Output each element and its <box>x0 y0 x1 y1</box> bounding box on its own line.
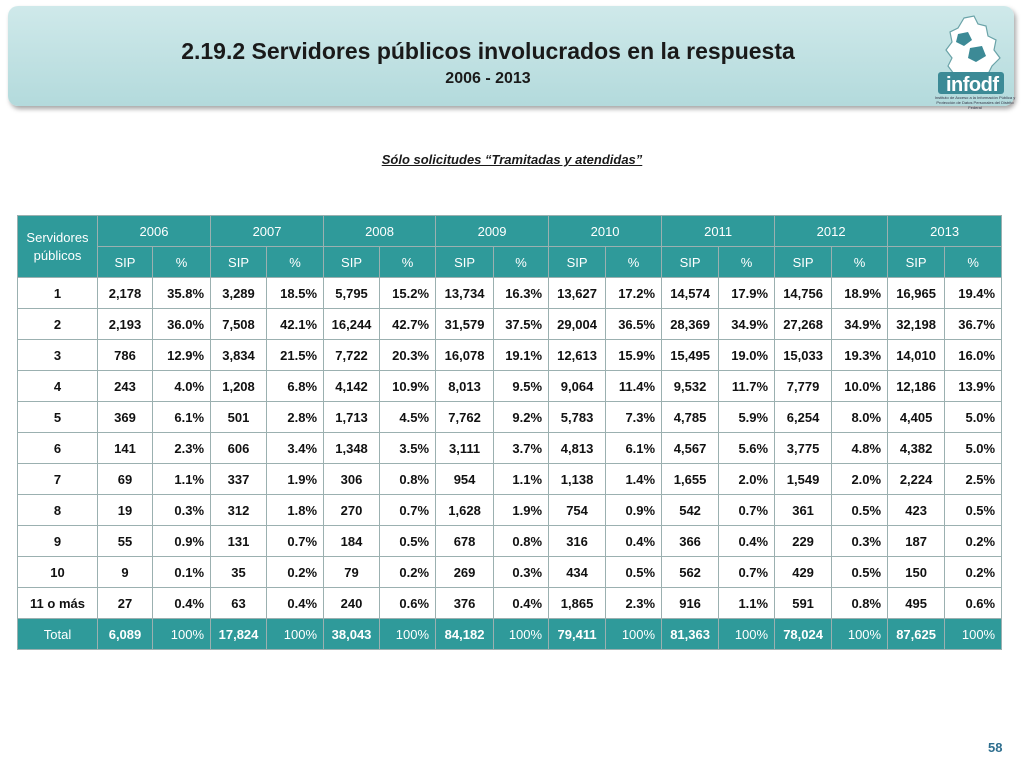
sip-header: SIP <box>98 247 153 278</box>
percent-cell: 36.7% <box>945 309 1002 340</box>
percent-cell: 0.7% <box>719 557 775 588</box>
sip-cell: 79 <box>324 557 380 588</box>
page-subtitle: 2006 - 2013 <box>445 70 531 87</box>
percent-cell: 5.0% <box>945 433 1002 464</box>
percent-cell: 0.9% <box>153 526 211 557</box>
percent-cell: 9.5% <box>494 371 549 402</box>
percent-cell: 100% <box>606 619 662 650</box>
sip-cell: 8,013 <box>436 371 494 402</box>
percent-cell: 0.6% <box>945 588 1002 619</box>
percent-cell: 100% <box>945 619 1002 650</box>
sip-cell: 316 <box>549 526 606 557</box>
row-label: 2 <box>18 309 98 340</box>
percent-cell: 15.9% <box>606 340 662 371</box>
percent-cell: 21.5% <box>267 340 324 371</box>
table-row <box>18 340 1002 371</box>
percent-cell: 1.4% <box>606 464 662 495</box>
servidores-table <box>17 215 1002 650</box>
percent-header: % <box>153 247 211 278</box>
year-header: 2010 <box>549 216 662 247</box>
sip-header: SIP <box>662 247 719 278</box>
sip-cell: 63 <box>211 588 267 619</box>
sip-cell: 270 <box>324 495 380 526</box>
sip-cell: 366 <box>662 526 719 557</box>
sip-cell: 79,411 <box>549 619 606 650</box>
percent-cell: 0.1% <box>153 557 211 588</box>
sip-cell: 27,268 <box>775 309 832 340</box>
percent-cell: 100% <box>719 619 775 650</box>
percent-cell: 0.5% <box>945 495 1002 526</box>
percent-cell: 3.5% <box>380 433 436 464</box>
sip-cell: 5,783 <box>549 402 606 433</box>
sip-cell: 31,579 <box>436 309 494 340</box>
percent-header: % <box>267 247 324 278</box>
table-row <box>18 464 1002 495</box>
sip-cell: 13,627 <box>549 278 606 309</box>
table-row <box>18 402 1002 433</box>
percent-cell: 11.4% <box>606 371 662 402</box>
sip-cell: 9,532 <box>662 371 719 402</box>
sip-cell: 3,289 <box>211 278 267 309</box>
sip-cell: 81,363 <box>662 619 719 650</box>
percent-cell: 0.3% <box>153 495 211 526</box>
sip-cell: 9,064 <box>549 371 606 402</box>
table-row <box>18 309 1002 340</box>
sip-cell: 14,574 <box>662 278 719 309</box>
percent-header: % <box>945 247 1002 278</box>
sip-cell: 16,965 <box>888 278 945 309</box>
sip-cell: 6,254 <box>775 402 832 433</box>
logo-caption: Instituto de Acceso a la Información Pública y Protección de Datos Personales del Distrito Federal <box>934 95 1016 110</box>
percent-cell: 1.1% <box>153 464 211 495</box>
page-title: 2.19.2 Servidores públicos involucrados en la respuesta <box>181 38 795 64</box>
sip-cell: 434 <box>549 557 606 588</box>
sip-cell: 429 <box>775 557 832 588</box>
sip-cell: 1,549 <box>775 464 832 495</box>
sip-cell: 141 <box>98 433 153 464</box>
percent-cell: 3.7% <box>494 433 549 464</box>
percent-cell: 35.8% <box>153 278 211 309</box>
row-label: 11 o más <box>18 588 98 619</box>
sip-cell: 591 <box>775 588 832 619</box>
percent-cell: 8.0% <box>832 402 888 433</box>
sip-cell: 369 <box>98 402 153 433</box>
sip-header: SIP <box>775 247 832 278</box>
year-header: 2011 <box>662 216 775 247</box>
table-row <box>18 588 1002 619</box>
table-row <box>18 371 1002 402</box>
year-header: 2007 <box>211 216 324 247</box>
year-header: 2009 <box>436 216 549 247</box>
percent-cell: 0.7% <box>267 526 324 557</box>
percent-cell: 11.7% <box>719 371 775 402</box>
percent-cell: 7.3% <box>606 402 662 433</box>
percent-cell: 1.1% <box>719 588 775 619</box>
percent-cell: 0.7% <box>380 495 436 526</box>
percent-cell: 16.3% <box>494 278 549 309</box>
sip-cell: 4,813 <box>549 433 606 464</box>
sip-cell: 87,625 <box>888 619 945 650</box>
percent-cell: 2.5% <box>945 464 1002 495</box>
sip-cell: 306 <box>324 464 380 495</box>
sip-header: SIP <box>211 247 267 278</box>
sip-cell: 69 <box>98 464 153 495</box>
percent-cell: 0.4% <box>719 526 775 557</box>
sip-cell: 2,224 <box>888 464 945 495</box>
percent-cell: 34.9% <box>832 309 888 340</box>
sip-cell: 3,834 <box>211 340 267 371</box>
sip-cell: 1,713 <box>324 402 380 433</box>
page-number: 58 <box>988 740 1003 755</box>
sip-cell: 786 <box>98 340 153 371</box>
sip-cell: 187 <box>888 526 945 557</box>
percent-cell: 0.3% <box>494 557 549 588</box>
sip-cell: 150 <box>888 557 945 588</box>
percent-cell: 0.2% <box>945 557 1002 588</box>
percent-cell: 42.7% <box>380 309 436 340</box>
percent-cell: 100% <box>267 619 324 650</box>
sip-cell: 4,567 <box>662 433 719 464</box>
percent-header: % <box>606 247 662 278</box>
sip-cell: 4,142 <box>324 371 380 402</box>
row-label: 3 <box>18 340 98 371</box>
percent-cell: 0.5% <box>606 557 662 588</box>
percent-cell: 19.3% <box>832 340 888 371</box>
percent-cell: 100% <box>494 619 549 650</box>
sip-cell: 12,613 <box>549 340 606 371</box>
sip-cell: 1,865 <box>549 588 606 619</box>
percent-cell: 2.3% <box>153 433 211 464</box>
year-header: 2008 <box>324 216 436 247</box>
percent-cell: 13.9% <box>945 371 1002 402</box>
sip-cell: 12,186 <box>888 371 945 402</box>
percent-cell: 2.8% <box>267 402 324 433</box>
percent-cell: 0.4% <box>494 588 549 619</box>
sip-cell: 16,244 <box>324 309 380 340</box>
sip-cell: 954 <box>436 464 494 495</box>
sip-header: SIP <box>549 247 606 278</box>
row-label: 1 <box>18 278 98 309</box>
sip-cell: 7,722 <box>324 340 380 371</box>
percent-cell: 17.9% <box>719 278 775 309</box>
percent-cell: 0.2% <box>380 557 436 588</box>
percent-cell: 0.8% <box>380 464 436 495</box>
sip-header: SIP <box>324 247 380 278</box>
percent-cell: 0.2% <box>945 526 1002 557</box>
total-row <box>18 619 1002 650</box>
sip-cell: 15,495 <box>662 340 719 371</box>
percent-cell: 0.3% <box>832 526 888 557</box>
sip-cell: 4,785 <box>662 402 719 433</box>
percent-cell: 4.5% <box>380 402 436 433</box>
sip-cell: 4,382 <box>888 433 945 464</box>
sip-cell: 376 <box>436 588 494 619</box>
sip-cell: 562 <box>662 557 719 588</box>
percent-cell: 16.0% <box>945 340 1002 371</box>
row-label: 4 <box>18 371 98 402</box>
sip-cell: 5,795 <box>324 278 380 309</box>
row-label: 9 <box>18 526 98 557</box>
table-note: Sólo solicitudes “Tramitadas y atendidas” <box>381 152 643 167</box>
percent-cell: 1.9% <box>494 495 549 526</box>
table-row <box>18 526 1002 557</box>
percent-cell: 6.8% <box>267 371 324 402</box>
percent-header: % <box>380 247 436 278</box>
percent-cell: 18.5% <box>267 278 324 309</box>
sip-cell: 312 <box>211 495 267 526</box>
percent-cell: 0.2% <box>267 557 324 588</box>
sip-cell: 337 <box>211 464 267 495</box>
percent-cell: 100% <box>380 619 436 650</box>
sip-cell: 3,775 <box>775 433 832 464</box>
percent-cell: 0.4% <box>606 526 662 557</box>
sip-cell: 6,089 <box>98 619 153 650</box>
percent-cell: 0.7% <box>719 495 775 526</box>
percent-cell: 36.0% <box>153 309 211 340</box>
percent-cell: 0.5% <box>380 526 436 557</box>
sip-cell: 606 <box>211 433 267 464</box>
sip-cell: 7,508 <box>211 309 267 340</box>
percent-cell: 100% <box>153 619 211 650</box>
percent-cell: 0.5% <box>832 495 888 526</box>
percent-cell: 2.0% <box>832 464 888 495</box>
table-row <box>18 278 1002 309</box>
percent-cell: 19.1% <box>494 340 549 371</box>
row-label: 7 <box>18 464 98 495</box>
sip-cell: 184 <box>324 526 380 557</box>
sip-cell: 3,111 <box>436 433 494 464</box>
sip-cell: 269 <box>436 557 494 588</box>
percent-cell: 19.4% <box>945 278 1002 309</box>
percent-cell: 4.8% <box>832 433 888 464</box>
sip-cell: 32,198 <box>888 309 945 340</box>
percent-cell: 42.1% <box>267 309 324 340</box>
sip-cell: 229 <box>775 526 832 557</box>
percent-cell: 0.8% <box>832 588 888 619</box>
row-label: 6 <box>18 433 98 464</box>
percent-header: % <box>832 247 888 278</box>
percent-cell: 18.9% <box>832 278 888 309</box>
sip-cell: 1,208 <box>211 371 267 402</box>
percent-cell: 0.4% <box>153 588 211 619</box>
sip-cell: 754 <box>549 495 606 526</box>
sip-cell: 19 <box>98 495 153 526</box>
row-label: 8 <box>18 495 98 526</box>
percent-cell: 20.3% <box>380 340 436 371</box>
sip-header: SIP <box>888 247 945 278</box>
percent-cell: 17.2% <box>606 278 662 309</box>
row-label: 10 <box>18 557 98 588</box>
percent-cell: 2.3% <box>606 588 662 619</box>
sip-cell: 542 <box>662 495 719 526</box>
percent-cell: 10.0% <box>832 371 888 402</box>
percent-cell: 100% <box>832 619 888 650</box>
sip-cell: 14,010 <box>888 340 945 371</box>
sip-cell: 38,043 <box>324 619 380 650</box>
percent-cell: 9.2% <box>494 402 549 433</box>
percent-cell: 19.0% <box>719 340 775 371</box>
row-label: Total <box>18 619 98 650</box>
sip-cell: 501 <box>211 402 267 433</box>
sip-cell: 9 <box>98 557 153 588</box>
percent-cell: 1.1% <box>494 464 549 495</box>
table-row <box>18 495 1002 526</box>
sip-cell: 55 <box>98 526 153 557</box>
sip-header: SIP <box>436 247 494 278</box>
sip-cell: 7,762 <box>436 402 494 433</box>
sip-cell: 243 <box>98 371 153 402</box>
logo-wordmark: infodf <box>946 74 999 96</box>
percent-cell: 10.9% <box>380 371 436 402</box>
percent-cell: 5.0% <box>945 402 1002 433</box>
percent-cell: 4.0% <box>153 371 211 402</box>
sip-cell: 1,628 <box>436 495 494 526</box>
percent-cell: 15.2% <box>380 278 436 309</box>
sip-cell: 29,004 <box>549 309 606 340</box>
sip-cell: 1,138 <box>549 464 606 495</box>
sip-cell: 131 <box>211 526 267 557</box>
percent-cell: 34.9% <box>719 309 775 340</box>
percent-cell: 2.0% <box>719 464 775 495</box>
percent-cell: 37.5% <box>494 309 549 340</box>
percent-cell: 5.6% <box>719 433 775 464</box>
percent-cell: 5.9% <box>719 402 775 433</box>
sip-cell: 16,078 <box>436 340 494 371</box>
percent-cell: 1.8% <box>267 495 324 526</box>
sip-cell: 13,734 <box>436 278 494 309</box>
sip-cell: 4,405 <box>888 402 945 433</box>
title-banner <box>8 6 1014 106</box>
sip-cell: 1,348 <box>324 433 380 464</box>
sip-cell: 14,756 <box>775 278 832 309</box>
table-row <box>18 433 1002 464</box>
percent-header: % <box>719 247 775 278</box>
percent-cell: 1.9% <box>267 464 324 495</box>
sip-cell: 423 <box>888 495 945 526</box>
year-header: 2013 <box>888 216 1002 247</box>
percent-cell: 0.5% <box>832 557 888 588</box>
percent-cell: 0.9% <box>606 495 662 526</box>
table-row <box>18 557 1002 588</box>
sip-cell: 15,033 <box>775 340 832 371</box>
row-label: 5 <box>18 402 98 433</box>
sip-cell: 78,024 <box>775 619 832 650</box>
sip-cell: 7,779 <box>775 371 832 402</box>
sip-cell: 84,182 <box>436 619 494 650</box>
percent-cell: 0.4% <box>267 588 324 619</box>
percent-cell: 6.1% <box>153 402 211 433</box>
percent-header: % <box>494 247 549 278</box>
sip-cell: 678 <box>436 526 494 557</box>
sip-cell: 1,655 <box>662 464 719 495</box>
sip-cell: 17,824 <box>211 619 267 650</box>
percent-cell: 0.6% <box>380 588 436 619</box>
year-header: 2012 <box>775 216 888 247</box>
sip-cell: 240 <box>324 588 380 619</box>
sip-cell: 2,193 <box>98 309 153 340</box>
year-header: 2006 <box>98 216 211 247</box>
sip-cell: 495 <box>888 588 945 619</box>
sip-cell: 27 <box>98 588 153 619</box>
sip-cell: 916 <box>662 588 719 619</box>
row-header: Servidores públicos <box>18 216 98 278</box>
percent-cell: 0.8% <box>494 526 549 557</box>
percent-cell: 6.1% <box>606 433 662 464</box>
sip-cell: 361 <box>775 495 832 526</box>
percent-cell: 3.4% <box>267 433 324 464</box>
sip-cell: 35 <box>211 557 267 588</box>
sip-cell: 28,369 <box>662 309 719 340</box>
percent-cell: 36.5% <box>606 309 662 340</box>
sip-cell: 2,178 <box>98 278 153 309</box>
percent-cell: 12.9% <box>153 340 211 371</box>
